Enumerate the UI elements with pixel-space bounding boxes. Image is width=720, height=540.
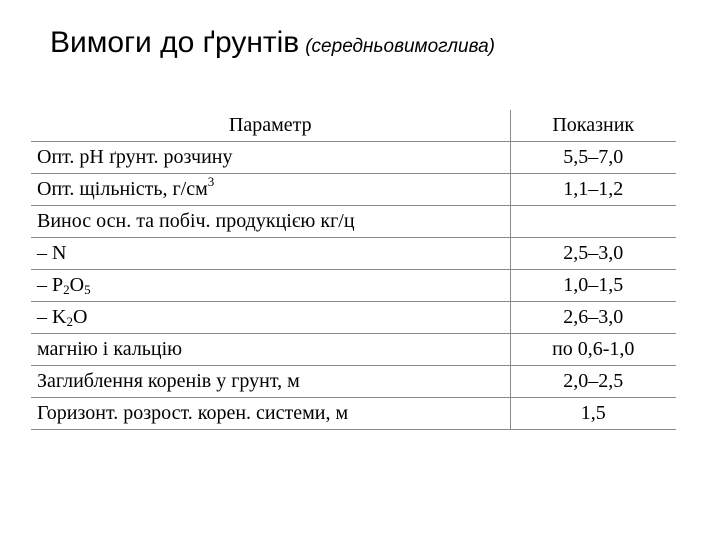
table-row xyxy=(31,270,676,302)
row-value: по 0,6-1,0 xyxy=(510,334,676,366)
row-value: 1,1–1,2 xyxy=(510,174,676,206)
row-value: 1,0–1,5 xyxy=(510,270,676,302)
row-param xyxy=(31,174,510,206)
requirements-table xyxy=(31,110,676,430)
row-param: Горизонт. розрост. корен. системи, м xyxy=(31,398,510,430)
row-param-text: Опт. щільність, г/см xyxy=(37,178,208,200)
table-row xyxy=(31,238,676,270)
table-row xyxy=(31,334,676,366)
page-title xyxy=(50,26,495,60)
table-row xyxy=(31,206,676,238)
row-param: магнію і кальцію xyxy=(31,334,510,366)
header-parameter: Параметр xyxy=(31,110,510,142)
row-value: 2,5–3,0 xyxy=(510,238,676,270)
row-value: 5,5–7,0 xyxy=(510,142,676,174)
header-value: Показник xyxy=(510,110,676,142)
row-value: 1,5 xyxy=(510,398,676,430)
row-param: Заглиблення коренів у грунт, м xyxy=(31,366,510,398)
table-row xyxy=(31,366,676,398)
formula-part: – K xyxy=(37,306,67,328)
row-param xyxy=(31,302,510,334)
row-param xyxy=(31,270,510,302)
formula-subscript: 5 xyxy=(84,282,91,297)
title-main: Вимоги до ґрунтів xyxy=(50,26,300,59)
title-subtitle: (середньовимоглива) xyxy=(305,36,495,57)
table-row xyxy=(31,398,676,430)
row-param: – N xyxy=(31,238,510,270)
table-row xyxy=(31,142,676,174)
table-row xyxy=(31,302,676,334)
row-value: 2,6–3,0 xyxy=(510,302,676,334)
formula-part: O xyxy=(69,274,85,296)
row-param-superscript: 3 xyxy=(207,174,215,189)
row-param: Винос осн. та побіч. продукцією кг/ц xyxy=(31,206,510,238)
table-row xyxy=(31,174,676,206)
formula-part: O xyxy=(72,306,88,328)
row-param: Опт. рН ґрунт. розчину xyxy=(31,142,510,174)
formula-part: – P xyxy=(37,274,64,296)
table-header-row xyxy=(31,110,676,142)
formula-subscript: 2 xyxy=(63,282,70,297)
row-value xyxy=(510,206,676,238)
row-value: 2,0–2,5 xyxy=(510,366,676,398)
formula-subscript: 2 xyxy=(66,314,73,329)
